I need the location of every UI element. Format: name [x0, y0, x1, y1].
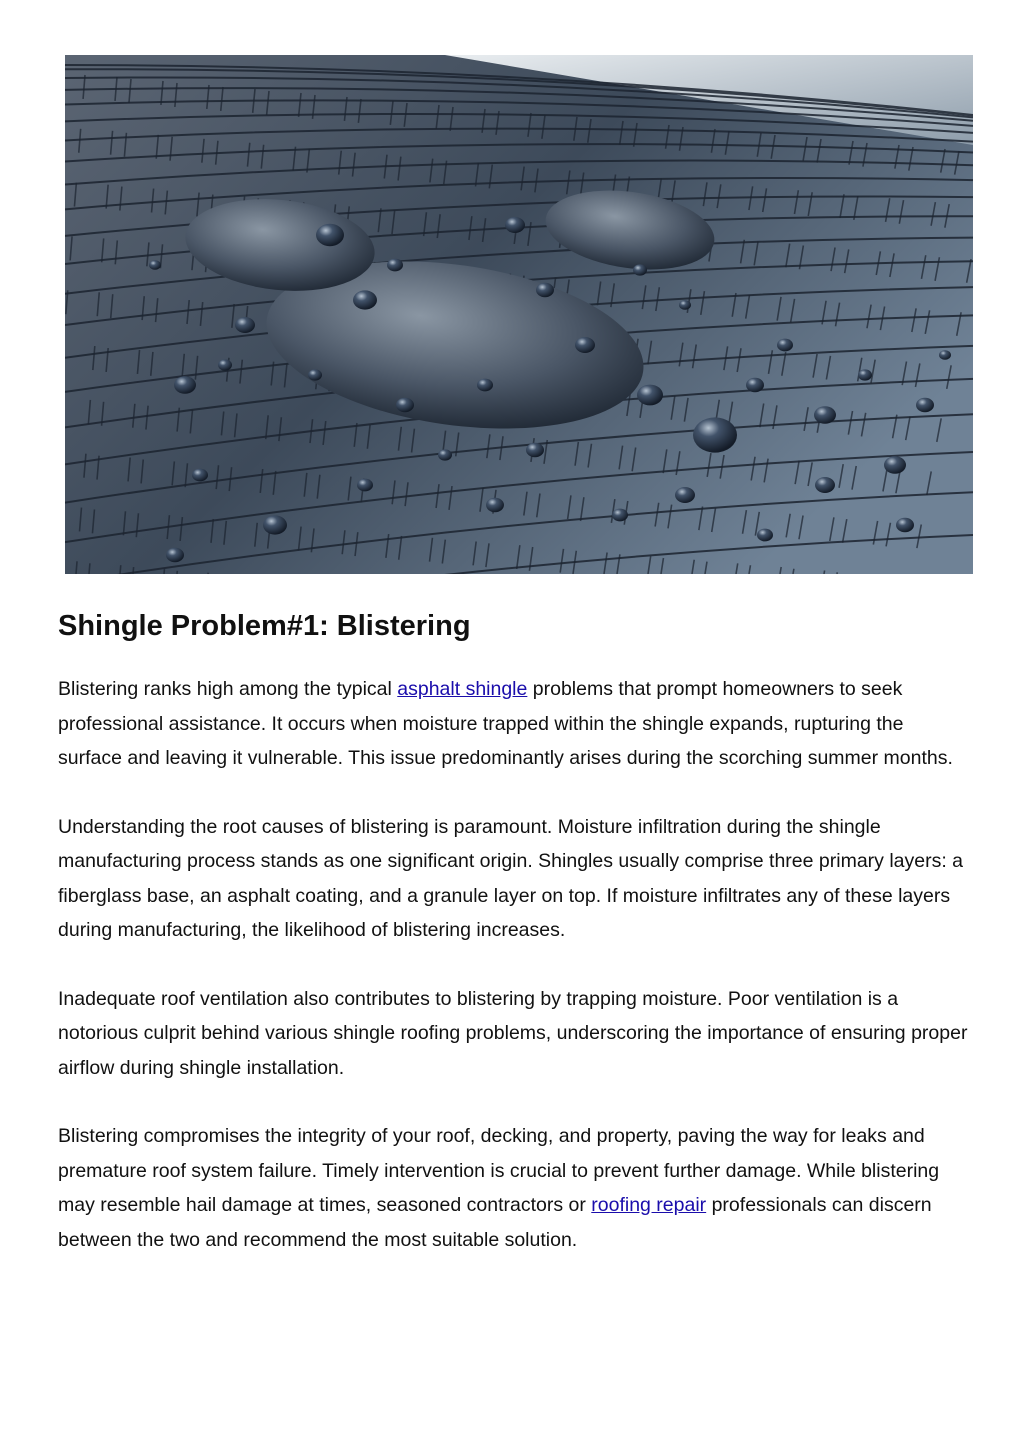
- water-droplet: [308, 369, 322, 380]
- water-droplet: [815, 477, 835, 493]
- paragraph-4-text-after: professionals can discern between the two and recommend the most suitable solution.: [58, 1194, 932, 1251]
- water-droplet: [316, 224, 344, 246]
- roofing-repair-link[interactable]: roofing repair: [591, 1194, 707, 1216]
- water-droplet: [757, 529, 773, 542]
- paragraph-2: Understanding the root causes of blistering is paramount. Moisture infiltration during the shingle manufacturing process stands as one significant origin. Shingles usually comprise three primary layers: a fiberglass base, an asphalt coating, and a granule layer on top. If moisture infiltrates any of these layers during manufacturing, the likelihood of blistering increases.: [58, 815, 964, 941]
- water-droplet: [637, 385, 663, 406]
- water-droplet: [693, 417, 737, 452]
- roof-shingles-illustration: [65, 55, 973, 574]
- water-droplet: [746, 378, 764, 392]
- paragraph-3: Inadequate roof ventilation also contributes to blistering by trapping moisture. Poor ventilation is a notorious culprit behind various shingle roofing problems, underscoring the importance of ensuring proper airflow during shingle installation.: [58, 987, 968, 1079]
- water-droplet: [884, 456, 906, 474]
- water-droplet: [916, 398, 934, 412]
- water-droplet: [192, 469, 208, 482]
- paragraph-1: [58, 672, 968, 776]
- hero-image: [65, 55, 973, 574]
- water-droplet: [612, 509, 628, 522]
- water-droplet: [486, 498, 504, 512]
- paragraph-4-text-before: Blistering compromises the integrity of your roof, decking, and property, paving the way for leaks and premature roof system failure. Timely intervention is crucial to prevent further damage. While blistering may resemble hail damage at times, seasoned contractors or: [58, 1125, 940, 1216]
- water-droplet: [166, 548, 184, 562]
- water-droplet: [218, 359, 232, 370]
- water-droplet: [575, 337, 595, 353]
- water-droplet: [679, 300, 691, 310]
- water-droplet: [263, 515, 287, 534]
- article-content: [58, 606, 968, 1291]
- paragraph-1-text-before: Blistering ranks high among the typical: [58, 678, 398, 700]
- water-droplet: [387, 259, 403, 272]
- section-heading: Shingle Problem#1: Blistering: [58, 610, 471, 642]
- water-droplet: [777, 339, 793, 352]
- water-droplet: [235, 317, 255, 333]
- water-droplet: [526, 443, 544, 457]
- asphalt-shingle-link[interactable]: asphalt shingle: [397, 678, 528, 700]
- water-droplet: [536, 283, 554, 297]
- water-droplet: [939, 350, 951, 360]
- paragraph-1-text-after: problems that prompt homeowners to seek professional assistance. It occurs when moisture trapped within the shingle expands, rupturing the surface and leaving it vulnerable. This issue predominantly arises during the scorching summer months.: [58, 678, 953, 769]
- paragraph-4: [58, 1119, 968, 1257]
- water-droplet: [858, 369, 872, 380]
- water-droplet: [353, 290, 377, 309]
- water-droplet: [149, 260, 161, 270]
- water-droplet: [505, 217, 525, 233]
- water-droplet: [477, 379, 493, 392]
- water-droplet: [814, 406, 836, 424]
- water-droplet: [438, 449, 452, 460]
- water-droplet: [633, 264, 647, 275]
- water-droplet: [675, 487, 695, 503]
- water-droplet: [396, 398, 414, 412]
- water-droplet: [174, 376, 196, 394]
- water-droplet: [357, 479, 373, 492]
- water-droplet: [896, 518, 914, 532]
